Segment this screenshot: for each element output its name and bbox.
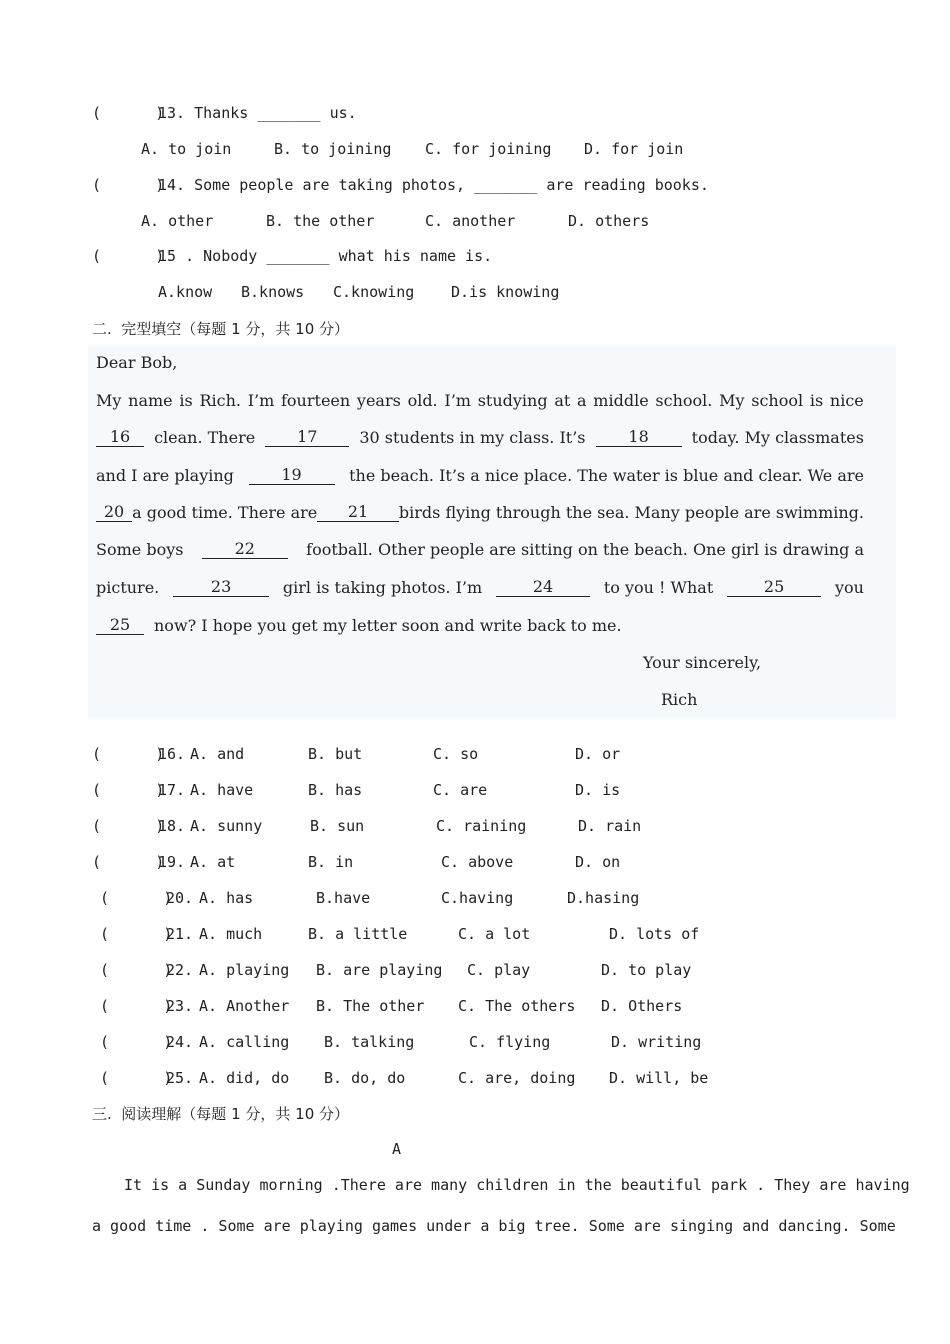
answer-option: A. at xyxy=(190,853,236,871)
answer-option: D.is knowing xyxy=(451,283,560,301)
cloze-blank: 16 xyxy=(96,428,144,447)
answer-option: A. calling xyxy=(199,1033,290,1051)
cloze-blank: 25 xyxy=(727,578,821,597)
cloze-blank: 20 xyxy=(96,503,132,522)
answer-option: B. do, do xyxy=(324,1069,406,1087)
letter-text: picture. xyxy=(96,578,160,597)
letter-text: middle xyxy=(593,391,649,410)
cloze-blank: 19 xyxy=(249,466,335,485)
answer-option: C. are, doing xyxy=(458,1069,576,1087)
answer-paren: ( ) xyxy=(100,997,173,1015)
answer-option: A. other xyxy=(141,212,214,230)
letter-text: at xyxy=(554,391,571,410)
answer-option: A. much xyxy=(199,925,263,943)
answer-paren: ( ) xyxy=(100,925,173,943)
question-number: 23. xyxy=(166,997,194,1015)
letter-text: Some boys xyxy=(96,540,184,559)
letter-text: today. My classmates xyxy=(691,428,864,447)
answer-option: A. to join xyxy=(141,140,232,158)
answer-option: D. writing xyxy=(611,1033,702,1051)
question-stem: 13. Thanks _______ us. xyxy=(158,104,357,122)
answer-option: D. others xyxy=(568,212,650,230)
answer-option: B. a little xyxy=(308,925,408,943)
letter-text: to you ! What xyxy=(603,578,714,597)
answer-paren: ( ) xyxy=(92,176,165,194)
letter-greeting: Dear Bob, xyxy=(96,353,178,372)
letter-text: a xyxy=(577,391,587,410)
letter-text: fourteen xyxy=(281,391,351,410)
answer-paren: ( ) xyxy=(92,104,165,122)
letter-text: now? I hope you get my letter soon and write back to me. xyxy=(154,616,622,635)
answer-paren: ( ) xyxy=(100,1069,173,1087)
question-number: 16. xyxy=(158,745,186,763)
cloze-blank: 24 xyxy=(496,578,590,597)
cloze-blank: 25 xyxy=(96,616,144,635)
letter-signature: Rich xyxy=(661,690,698,709)
letter-text: nice xyxy=(829,391,864,410)
answer-option: D. rain xyxy=(578,817,642,835)
letter-line xyxy=(96,503,864,522)
answer-paren: ( ) xyxy=(92,781,165,799)
answer-option: B. but xyxy=(308,745,363,763)
answer-option: D. is xyxy=(575,781,621,799)
letter-text: Rich. xyxy=(199,391,241,410)
answer-paren: ( ) xyxy=(100,961,173,979)
question-number: 18. xyxy=(158,817,186,835)
letter-text: My xyxy=(719,391,745,410)
answer-option: B.knows xyxy=(241,283,305,301)
answer-paren: ( ) xyxy=(92,247,165,265)
question-number: 20. xyxy=(166,889,194,907)
answer-option: B.have xyxy=(316,889,371,907)
letter-text: name xyxy=(128,391,173,410)
answer-option: A. have xyxy=(190,781,254,799)
question-number: 17. xyxy=(158,781,186,799)
answer-option: B. to joining xyxy=(274,140,392,158)
passage-line-1: It is a Sunday morning .There are many children in the beautiful park . They are having xyxy=(124,1176,910,1194)
answer-option: D. or xyxy=(575,745,621,763)
cloze-blank: 22 xyxy=(202,540,288,559)
letter-text: studying xyxy=(477,391,548,410)
letter-text: a good time. There are xyxy=(132,503,318,522)
letter-text: birds flying through the sea. Many people are swimming. xyxy=(398,503,864,522)
letter-text: football. Other people are sitting on the beach. One girl is drawing a xyxy=(306,540,864,559)
answer-option: C. above xyxy=(441,853,514,871)
answer-option: A.know xyxy=(158,283,213,301)
letter-text: you xyxy=(834,578,864,597)
question-stem: 15 . Nobody _______ what his name is. xyxy=(158,247,493,265)
letter-text: 30 students in my class. It’s xyxy=(359,428,586,447)
section-3-title: 三. 阅读理解（每题 1 分，共 10 分） xyxy=(92,1105,350,1123)
question-number: 19. xyxy=(158,853,186,871)
letter-line xyxy=(96,540,864,559)
answer-option: B. talking xyxy=(324,1033,415,1051)
question-stem: 14. Some people are taking photos, _______ are reading books. xyxy=(158,176,709,194)
letter-text: I’m xyxy=(247,391,275,410)
answer-option: D.hasing xyxy=(567,889,640,907)
answer-option: A. did, do xyxy=(199,1069,290,1087)
answer-option: C. The others xyxy=(458,997,576,1015)
letter-text: the beach. It’s a nice place. The water is blue and clear. We are xyxy=(349,466,864,485)
letter-text: My xyxy=(96,391,122,410)
answer-option: C. are xyxy=(433,781,488,799)
answer-paren: ( ) xyxy=(100,1033,173,1051)
passage-label: A xyxy=(392,1140,402,1158)
answer-option: B. are playing xyxy=(316,961,443,979)
answer-option: C. another xyxy=(425,212,516,230)
letter-text: I’m xyxy=(444,391,471,410)
question-number: 25. xyxy=(166,1069,194,1087)
answer-option: B. has xyxy=(308,781,363,799)
cloze-blank: 23 xyxy=(173,578,269,597)
letter-line xyxy=(96,428,864,447)
letter-text: school. xyxy=(655,391,713,410)
question-number: 24. xyxy=(166,1033,194,1051)
answer-option: D. will, be xyxy=(609,1069,709,1087)
answer-paren: ( ) xyxy=(100,889,173,907)
passage-line-2: a good time . Some are playing games under a big tree. Some are singing and dancing. Some xyxy=(92,1217,896,1235)
cloze-blank: 17 xyxy=(265,428,349,447)
answer-option: A. and xyxy=(190,745,245,763)
answer-option: C. for joining xyxy=(425,140,552,158)
cloze-blank: 18 xyxy=(596,428,682,447)
letter-text: old. xyxy=(407,391,438,410)
answer-option: B. in xyxy=(308,853,354,871)
answer-option: A. playing xyxy=(199,961,290,979)
letter-line xyxy=(96,391,864,410)
letter-text: is xyxy=(809,391,824,410)
answer-option: C.knowing xyxy=(333,283,415,301)
answer-option: D. to play xyxy=(601,961,692,979)
answer-option: A. has xyxy=(199,889,254,907)
answer-option: C. so xyxy=(433,745,479,763)
answer-option: C. raining xyxy=(436,817,527,835)
answer-option: D. lots of xyxy=(609,925,700,943)
answer-option: C. a lot xyxy=(458,925,531,943)
answer-paren: ( ) xyxy=(92,853,165,871)
answer-option: C. flying xyxy=(469,1033,551,1051)
letter-line xyxy=(96,466,864,485)
answer-option: D. for join xyxy=(584,140,684,158)
letter-text: and I are playing xyxy=(96,466,234,485)
answer-option: D. Others xyxy=(601,997,683,1015)
question-number: 22. xyxy=(166,961,194,979)
answer-option: C. play xyxy=(467,961,531,979)
letter-closing: Your sincerely, xyxy=(643,653,762,672)
section-2-title: 二. 完型填空（每题 1 分，共 10 分） xyxy=(92,320,350,338)
answer-option: A. sunny xyxy=(190,817,263,835)
letter-line xyxy=(96,578,864,597)
letter-text: clean. There xyxy=(154,428,256,447)
letter-text: years xyxy=(356,391,401,410)
answer-option: B. sun xyxy=(310,817,365,835)
answer-option: C.having xyxy=(441,889,514,907)
answer-option: A. Another xyxy=(199,997,290,1015)
letter-text: is xyxy=(179,391,193,410)
cloze-blank: 21 xyxy=(317,503,399,522)
answer-option: B. The other xyxy=(316,997,425,1015)
answer-option: D. on xyxy=(575,853,621,871)
answer-paren: ( ) xyxy=(92,745,165,763)
question-number: 21. xyxy=(166,925,194,943)
letter-text: school xyxy=(751,391,804,410)
answer-paren: ( ) xyxy=(92,817,165,835)
answer-option: B. the other xyxy=(266,212,375,230)
letter-line xyxy=(96,616,864,635)
letter-text: girl is taking photos. I’m xyxy=(282,578,483,597)
